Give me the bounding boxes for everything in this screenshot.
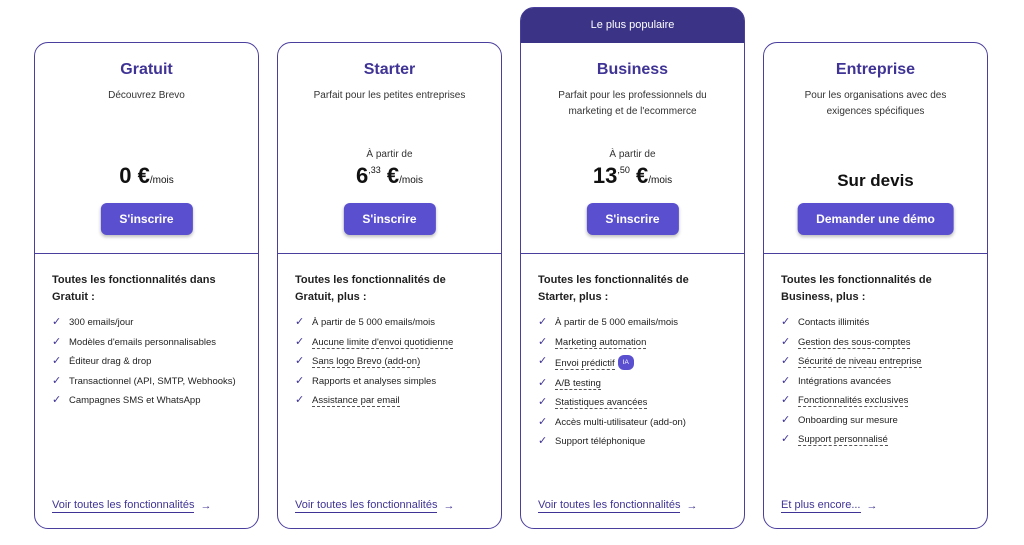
feature-label: Gestion des sous-comptes bbox=[798, 336, 911, 348]
check-icon: ✓ bbox=[538, 396, 548, 408]
see-all-features-link[interactable] bbox=[295, 499, 454, 513]
price-period: /mois bbox=[648, 175, 673, 186]
feature-item[interactable] bbox=[295, 394, 485, 407]
features-title: Toutes les fonctionnalités dans Gratuit : bbox=[52, 274, 216, 303]
feature-label: Sans logo Brevo (add-on) bbox=[312, 356, 421, 367]
plan-name: Starter bbox=[363, 61, 416, 78]
feature-item bbox=[781, 414, 971, 427]
feature-item[interactable] bbox=[295, 336, 485, 349]
feature-label: Support personnalisé bbox=[798, 434, 888, 445]
feature-label: Aucune limite d'envoi quotidienne bbox=[312, 336, 454, 348]
feature-label: Rapports et analyses simples bbox=[312, 375, 437, 387]
price: Sur devis bbox=[837, 171, 914, 190]
feature-label: Marketing automation bbox=[555, 336, 647, 348]
check-icon: ✓ bbox=[295, 316, 305, 328]
check-icon: ✓ bbox=[52, 394, 62, 406]
plan-name: Business bbox=[596, 61, 669, 78]
feature-item bbox=[295, 316, 485, 329]
price-main: 0 € bbox=[119, 163, 150, 188]
price-main: 13 bbox=[592, 163, 618, 188]
check-icon: ✓ bbox=[538, 415, 548, 428]
price-cents: ,50 bbox=[617, 165, 630, 175]
feature-item bbox=[538, 316, 728, 329]
plan-card-entreprise bbox=[763, 42, 988, 529]
price-from: À partir de bbox=[609, 149, 656, 160]
feature-item bbox=[538, 435, 728, 448]
feature-item[interactable] bbox=[538, 396, 728, 409]
plan-name: Entreprise bbox=[835, 61, 916, 78]
plan-description: Pour les organisations avec des exigences spécifiques bbox=[804, 90, 947, 117]
feature-label: Statistiques avancées bbox=[555, 397, 648, 408]
feature-item[interactable] bbox=[781, 433, 971, 446]
check-icon: ✓ bbox=[538, 335, 548, 348]
plan-card-business bbox=[520, 7, 745, 529]
price bbox=[521, 163, 744, 189]
feature-label: Onboarding sur mesure bbox=[798, 414, 898, 426]
feature-label: Éditeur drag & drop bbox=[69, 356, 152, 367]
check-icon: ✓ bbox=[295, 374, 305, 387]
see-all-features-link[interactable] bbox=[538, 499, 697, 513]
feature-item[interactable] bbox=[538, 355, 728, 370]
feature-label: Intégrations avancées bbox=[798, 375, 891, 387]
see-all-features-link[interactable] bbox=[781, 499, 878, 513]
check-icon: ✓ bbox=[538, 435, 548, 447]
price-period: /mois bbox=[399, 175, 424, 186]
see-all-label: Voir toutes les fonctionnalités bbox=[538, 499, 681, 511]
check-icon: ✓ bbox=[781, 374, 791, 387]
features-title: Toutes les fonctionnalités de Starter, plus : bbox=[538, 274, 689, 303]
feature-label: 300 emails/jour bbox=[69, 317, 134, 328]
feature-item[interactable] bbox=[538, 377, 728, 390]
feature-label: Envoi prédictif bbox=[555, 358, 615, 369]
feature-label: Campagnes SMS et WhatsApp bbox=[69, 395, 201, 406]
see-all-label: Et plus encore... bbox=[781, 499, 861, 511]
arrow-right-icon: → bbox=[200, 500, 212, 512]
demo-button[interactable]: Demander une démo bbox=[797, 203, 954, 235]
plan-name: Gratuit bbox=[120, 61, 173, 78]
check-icon: ✓ bbox=[781, 355, 791, 367]
feature-label: Transactionnel (API, SMTP, Webhooks) bbox=[69, 375, 236, 387]
check-icon: ✓ bbox=[781, 433, 791, 445]
price-currency: € bbox=[380, 163, 400, 188]
plan-card-gratuit bbox=[34, 42, 259, 529]
plan-card-starter bbox=[277, 42, 502, 529]
plan-description: Parfait pour les professionnels du marketing et de l'ecommerce bbox=[558, 90, 707, 117]
feature-label: Support téléphonique bbox=[555, 436, 646, 447]
arrow-right-icon: → bbox=[443, 500, 455, 512]
feature-item bbox=[52, 375, 242, 388]
arrow-right-icon: → bbox=[686, 500, 698, 512]
price-main: 6 bbox=[355, 163, 369, 188]
plan-description: Découvrez Brevo bbox=[108, 90, 185, 101]
feature-item bbox=[52, 316, 242, 329]
features-title: Toutes les fonctionnalités de Business, plus : bbox=[781, 274, 932, 303]
price-currency: € bbox=[629, 163, 649, 188]
feature-item[interactable] bbox=[295, 355, 485, 368]
check-icon: ✓ bbox=[52, 374, 62, 387]
check-icon: ✓ bbox=[781, 413, 791, 426]
feature-label: Modèles d'emails personnalisables bbox=[69, 336, 217, 348]
check-icon: ✓ bbox=[295, 394, 305, 406]
check-icon: ✓ bbox=[295, 335, 305, 348]
check-icon: ✓ bbox=[52, 355, 62, 367]
feature-item[interactable] bbox=[781, 336, 971, 349]
feature-label: Contacts illimités bbox=[798, 317, 870, 328]
check-icon: ✓ bbox=[538, 316, 548, 328]
feature-item[interactable] bbox=[538, 336, 728, 349]
plan-description: Parfait pour les petites entreprises bbox=[313, 90, 466, 101]
feature-item[interactable] bbox=[781, 394, 971, 407]
see-all-label: Voir toutes les fonctionnalités bbox=[52, 499, 195, 511]
feature-label: Accès multi-utilisateur (add-on) bbox=[555, 416, 686, 428]
price-period: /mois bbox=[149, 175, 174, 186]
check-icon: ✓ bbox=[52, 335, 62, 348]
see-all-label: Voir toutes les fonctionnalités bbox=[295, 499, 438, 511]
features-title: Toutes les fonctionnalités de Gratuit, plus : bbox=[295, 274, 446, 303]
popular-badge: Le plus populaire bbox=[521, 8, 744, 43]
price bbox=[35, 163, 258, 189]
feature-item bbox=[781, 375, 971, 388]
feature-label: Fonctionnalités exclusives bbox=[798, 395, 909, 406]
feature-label: Sécurité de niveau entreprise bbox=[798, 356, 922, 367]
check-icon: ✓ bbox=[781, 394, 791, 406]
arrow-right-icon: → bbox=[866, 500, 878, 512]
feature-label: À partir de 5 000 emails/mois bbox=[312, 317, 436, 328]
signup-button[interactable]: S'inscrire bbox=[100, 203, 192, 235]
ia-badge: IA bbox=[618, 355, 634, 370]
feature-item[interactable] bbox=[781, 355, 971, 368]
feature-item bbox=[52, 355, 242, 368]
feature-item bbox=[538, 416, 728, 429]
feature-item bbox=[52, 336, 242, 349]
price-cents: ,33 bbox=[368, 165, 381, 175]
price bbox=[278, 163, 501, 189]
check-icon: ✓ bbox=[781, 335, 791, 348]
feature-item bbox=[295, 375, 485, 388]
signup-button[interactable]: S'inscrire bbox=[586, 203, 678, 235]
see-all-features-link[interactable] bbox=[52, 499, 211, 513]
check-icon: ✓ bbox=[538, 355, 548, 367]
check-icon: ✓ bbox=[52, 316, 62, 328]
feature-item bbox=[52, 394, 242, 407]
feature-label: Assistance par email bbox=[312, 395, 400, 406]
check-icon: ✓ bbox=[295, 355, 305, 367]
feature-label: À partir de 5 000 emails/mois bbox=[555, 317, 679, 328]
check-icon: ✓ bbox=[781, 316, 791, 328]
check-icon: ✓ bbox=[538, 376, 548, 389]
signup-button[interactable]: S'inscrire bbox=[343, 203, 435, 235]
feature-label: A/B testing bbox=[555, 377, 601, 389]
feature-item bbox=[781, 316, 971, 329]
price-from: À partir de bbox=[366, 149, 413, 160]
